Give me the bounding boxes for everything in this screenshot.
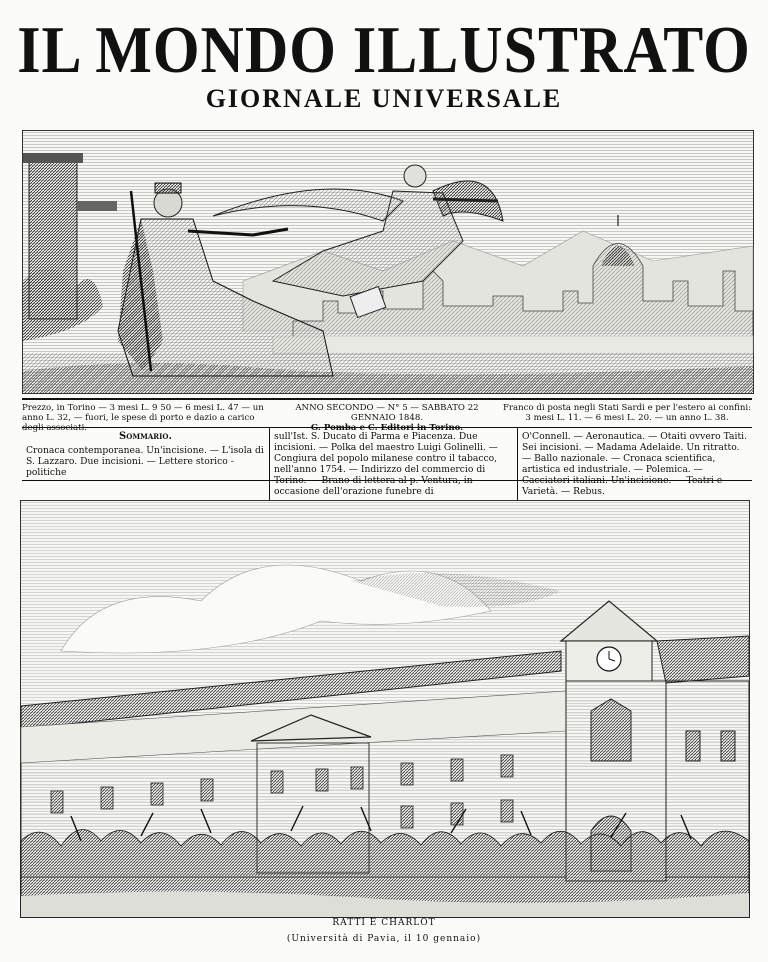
masthead xyxy=(0,14,768,114)
contents-column-2 xyxy=(270,428,518,500)
publisher: G. Pomba e C. Editori in Torino. xyxy=(310,423,464,433)
issue-number-date: ANNO SECONDO — N° 5 — SABBATO 22 GENNAIO 1848. xyxy=(295,403,479,423)
subscription-prices-abroad: Franco di posta negli Stati Sardi e per l'estero ai confini: 3 mesi L. 11. — 6 mesi L. 20. — un anno L. 38. xyxy=(502,403,752,423)
contents-text-1: Cronaca contemporanea. Un'incisione. — L'isola di S. Lazzaro. Due incisioni. — Lettere storico - politiche xyxy=(26,445,264,478)
university-riot-engraving xyxy=(20,500,750,918)
contents-column-1 xyxy=(22,428,270,500)
illustration-caption: RATTI E CHARLOT xyxy=(332,918,436,928)
allegory-illustration xyxy=(23,131,753,393)
contents-text-3: O'Connell. — Aeronautica. — Otaiti ovvero Taiti. Sei incisioni. — Madama Adelaide. Un ritratto. — Ballo nazionale. — Cronaca scientifica, artistica ed industriale. — Polemica. — Cacciatori italiani. Un'incisione. — Teatri e Varietà. — Rebus. xyxy=(522,431,747,497)
illustration-subcaption: (Università di Pavia, il 10 gennaio) xyxy=(286,934,482,944)
contents-text-2: sull'Ist. S. Ducato di Parma e Piacenza. Due incisioni. — Polka del maestro Luigi Golinelli. — Congiura del popolo milanese contro il tabacco, nell'anno 1754. — Indirizzo del commercio di Torino. — Brano di lettera al p. Ventura, in occasione dell'orazione funebre di xyxy=(274,431,498,497)
contents-heading: Sommario. xyxy=(119,431,172,442)
newspaper-title: IL MONDO ILLUSTRATO xyxy=(17,12,751,87)
contents-column-3 xyxy=(518,428,752,500)
newspaper-subtitle: GIORNALE UNIVERSALE xyxy=(205,84,563,113)
university-building-illustration xyxy=(21,501,749,917)
allegorical-engraving xyxy=(22,130,754,394)
subscription-prices-turin: Prezzo, in Torino — 3 mesi L. 9 50 — 6 mesi L. 47 — un anno L. 32, — fuori, le spese di porto e dazio a carico degli associati. xyxy=(22,403,264,433)
table-of-contents xyxy=(22,427,752,497)
